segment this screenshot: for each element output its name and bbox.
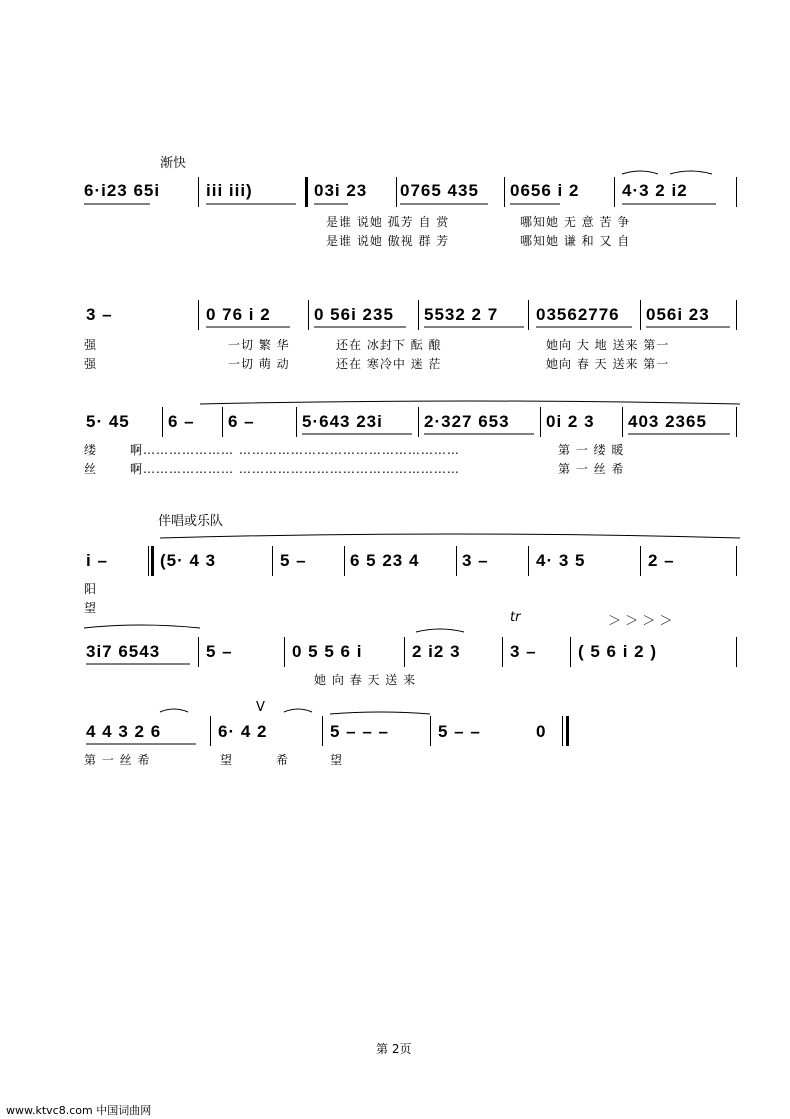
- lyric-s3-v2-a: 丝: [84, 462, 98, 476]
- notes-s4-m7: 2 –: [648, 551, 675, 570]
- notes-s3-m1: 5· 45: [86, 412, 130, 431]
- notes-s4-m2: (5· 4 3: [160, 551, 217, 570]
- notes-s1-m3: 03i 23: [314, 181, 368, 200]
- accompaniment-mark: 伴唱或乐队: [158, 514, 224, 529]
- notes-s3-m6: 0i 2 3: [546, 412, 595, 431]
- notes-s2-m3: 0 56i 235: [314, 305, 394, 324]
- notes-s2-m1: 3 –: [86, 305, 113, 324]
- notes-s5-m2: 5 –: [206, 642, 233, 661]
- lyric-s2-v1-d: 她向 大 地 送来 第一: [546, 338, 670, 352]
- notes-s1-m4: 0765 435: [400, 181, 479, 200]
- notes-s1-m1: 6·i23 65i: [84, 181, 161, 200]
- notes-s6-m4: 5 – –: [438, 722, 481, 741]
- notes-s3-m3: 6 –: [228, 412, 255, 431]
- notes-s4-m4: 6 5 23 4: [350, 551, 420, 570]
- lyric-s3-v1-c: 第 一 缕 暖: [558, 443, 625, 457]
- site-watermark: www.ktvc8.com 中国词曲网: [6, 1104, 152, 1117]
- lyric-s4-v2: 望: [84, 601, 98, 615]
- lyric-s5-v1: 她 向 春 天 送 来: [314, 673, 417, 687]
- notes-s2-m5: 03562776: [536, 305, 620, 324]
- notes-s3-m7: 403 2365: [628, 412, 707, 431]
- lyric-s3-v1-a: 缕: [84, 443, 98, 457]
- lyric-s4-v1: 阳: [84, 582, 98, 596]
- notes-s2-m2: 0 76 i 2: [206, 305, 271, 324]
- breath-mark: V: [256, 700, 265, 715]
- notes-s5-m4: 2 i2 3: [412, 642, 461, 661]
- lyric-s2-v1-b: 一切 繁 华: [228, 338, 290, 352]
- lyric-s1-v1-b: 哪知她 无 意 苦 争: [520, 215, 631, 229]
- lyric-s2-v1-a: 强: [84, 338, 98, 352]
- lyric-s2-v2-a: 强: [84, 357, 98, 371]
- lyric-s2-v2-d: 她向 春 天 送来 第一: [546, 357, 670, 371]
- notes-s2-m6: 056i 23: [646, 305, 710, 324]
- notes-s6-m2: 6· 4 2: [218, 722, 268, 741]
- lyric-s2-v2-b: 一切 萌 动: [228, 357, 290, 371]
- tempo-mark: 渐快: [160, 156, 187, 171]
- lyric-s1-v2-b: 哪知她 谦 和 又 自: [520, 234, 631, 248]
- lyric-s6-c: 希: [276, 753, 290, 767]
- notes-s4-m1: i –: [86, 551, 108, 570]
- notes-s5-m3: 0 5 5 6 i: [292, 642, 363, 661]
- notes-s5-m5: 3 –: [510, 642, 537, 661]
- lyric-s3-v1-b: 啊………………… ……………………………………………: [130, 443, 460, 457]
- notes-s5-m6: ( 5 6 i 2 ): [578, 642, 658, 661]
- notes-s1-m6: 4·3 2 i2: [622, 181, 688, 200]
- notes-s3-m4: 5·643 23i: [302, 412, 383, 431]
- notes-s3-m5: 2·327 653: [424, 412, 510, 431]
- lyric-s2-v1-c: 还在 冰封下 酝 酿: [336, 338, 442, 352]
- notes-s4-m5: 3 –: [462, 551, 489, 570]
- notes-s4-m3: 5 –: [280, 551, 307, 570]
- lyric-s1-v1-a: 是谁 说她 孤芳 自 赏: [326, 215, 450, 229]
- lyric-s2-v2-c: 还在 寒冷中 迷 茫: [336, 357, 442, 371]
- lyric-s3-v2-b: 啊………………… ……………………………………………: [130, 462, 460, 476]
- accent-marks: ＞ ＞ ＞ ＞: [608, 614, 673, 629]
- page-number: 第 2页: [376, 1042, 412, 1056]
- notes-s1-m5: 0656 i 2: [510, 181, 580, 200]
- notes-s6-m5: 0: [536, 722, 547, 741]
- notes-s5-m1: 3i7 6543: [86, 642, 161, 661]
- notes-s2-m4: 5532 2 7: [424, 305, 499, 324]
- lyric-s6-d: 望: [330, 753, 344, 767]
- notes-s6-m1: 4 4 3 2 6: [86, 722, 162, 741]
- notes-s6-m3: 5 – – –: [330, 722, 389, 741]
- lyric-s6-a: 第 一 丝 希: [84, 753, 151, 767]
- lyric-s6-b: 望: [220, 753, 234, 767]
- notes-s4-m6: 4· 3 5: [536, 551, 586, 570]
- lyric-s3-v2-c: 第 一 丝 希: [558, 462, 625, 476]
- lyric-s1-v2-a: 是谁 说她 傲视 群 芳: [326, 234, 450, 248]
- trill-mark: tr: [510, 610, 521, 625]
- notes-s1-m2: iii iii): [206, 181, 253, 200]
- notes-s3-m2: 6 –: [168, 412, 195, 431]
